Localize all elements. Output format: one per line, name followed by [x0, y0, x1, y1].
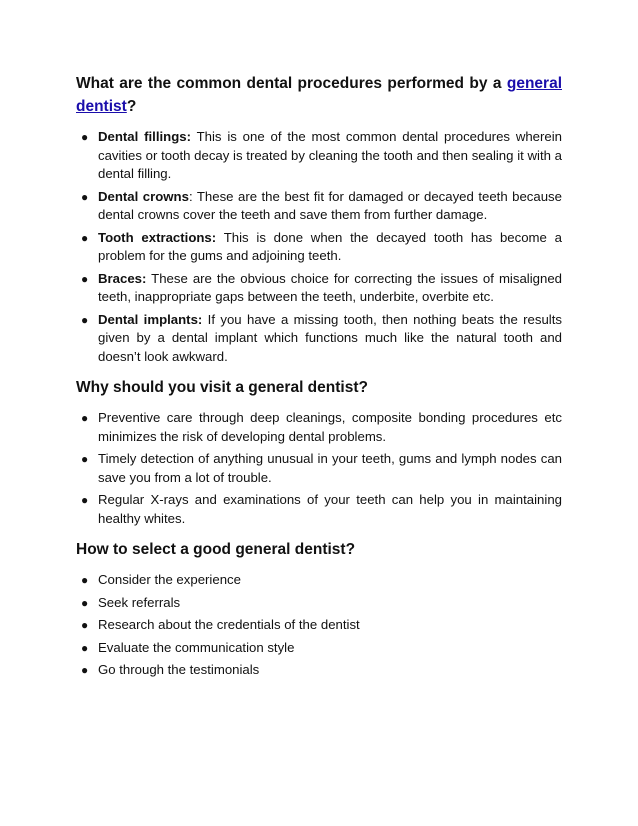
bullet-icon: ●	[81, 271, 89, 286]
item-text: This is done when the decayed tooth has become a problem for the gums and adjoining teeth.	[98, 229, 562, 263]
bullet-icon: ●	[81, 595, 89, 610]
list-item	[76, 229, 562, 266]
list-item	[76, 188, 562, 225]
item-text: Preventive care through deep cleanings, composite bonding procedures etc minimizes the risk of developing dental problems.	[98, 410, 562, 444]
item-term: Tooth extractions:	[98, 229, 217, 245]
item-text: Research about the credentials of the dentist	[98, 617, 360, 632]
heading-common-procedures	[76, 72, 562, 118]
list-item	[76, 311, 562, 367]
bullet-icon: ●	[81, 230, 89, 245]
heading-how-to-select: How to select a good general dentist?	[76, 541, 356, 558]
list-item	[76, 661, 562, 680]
reasons-list	[76, 409, 562, 528]
bullet-icon: ●	[81, 618, 89, 632]
list-item	[76, 571, 562, 590]
bullet-icon: ●	[81, 411, 89, 425]
item-term: Dental implants:	[98, 311, 203, 327]
selection-tips-list	[76, 571, 562, 680]
bullet-icon: ●	[81, 640, 89, 655]
list-item	[76, 450, 562, 487]
list-item	[76, 409, 562, 446]
list-item	[76, 270, 562, 307]
item-text: This is one of the most common dental procedures wherein cavities or tooth decay is treated by cleaning the tooth and then sealing it with a dental filling.	[98, 129, 562, 181]
item-text: : These are the best fit for damaged or decayed teeth because dental crowns cover the teeth and save them from further damage.	[98, 188, 562, 222]
procedures-list	[76, 128, 562, 366]
bullet-icon: ●	[81, 130, 89, 144]
item-text: Evaluate the communication style	[98, 639, 295, 655]
item-text: If you have a missing tooth, then nothing beats the results given by a dental implant which functions much like the natural tooth and doesn’t look awkward.	[98, 311, 562, 364]
heading-text: What are the common dental procedures performed by a	[76, 75, 507, 92]
bullet-icon: ●	[81, 189, 89, 204]
heading-question-mark: ?	[126, 98, 137, 115]
document-page	[76, 72, 562, 684]
item-text: Timely detection of anything unusual in your teeth, gums and lymph nodes can save you from a lot of trouble.	[98, 451, 562, 485]
heading-why-visit: Why should you visit a general dentist?	[76, 379, 368, 396]
item-text: Regular X-rays and examinations of your teeth can help you in maintaining healthy whites.	[98, 492, 562, 526]
item-text: Seek referrals	[98, 594, 181, 610]
list-item	[76, 639, 562, 658]
item-term: Braces:	[98, 270, 147, 286]
item-term: Dental fillings:	[98, 129, 192, 144]
bullet-icon: ●	[81, 452, 89, 466]
list-item	[76, 594, 562, 613]
bullet-icon: ●	[81, 312, 89, 327]
list-item	[76, 491, 562, 528]
general-dentist-link[interactable]: general dentist	[76, 75, 562, 115]
bullet-icon: ●	[81, 573, 89, 587]
list-item	[76, 128, 562, 184]
item-text: Go through the testimonials	[98, 662, 260, 677]
item-text: These are the obvious choice for correcting the issues of misaligned teeth, inappropriate gaps between the teeth, underbite, overbite etc.	[98, 270, 562, 304]
bullet-icon: ●	[81, 663, 89, 677]
bullet-icon: ●	[81, 493, 89, 507]
item-term: Dental crowns	[98, 188, 189, 204]
list-item	[76, 616, 562, 635]
item-text: Consider the experience	[98, 572, 241, 587]
